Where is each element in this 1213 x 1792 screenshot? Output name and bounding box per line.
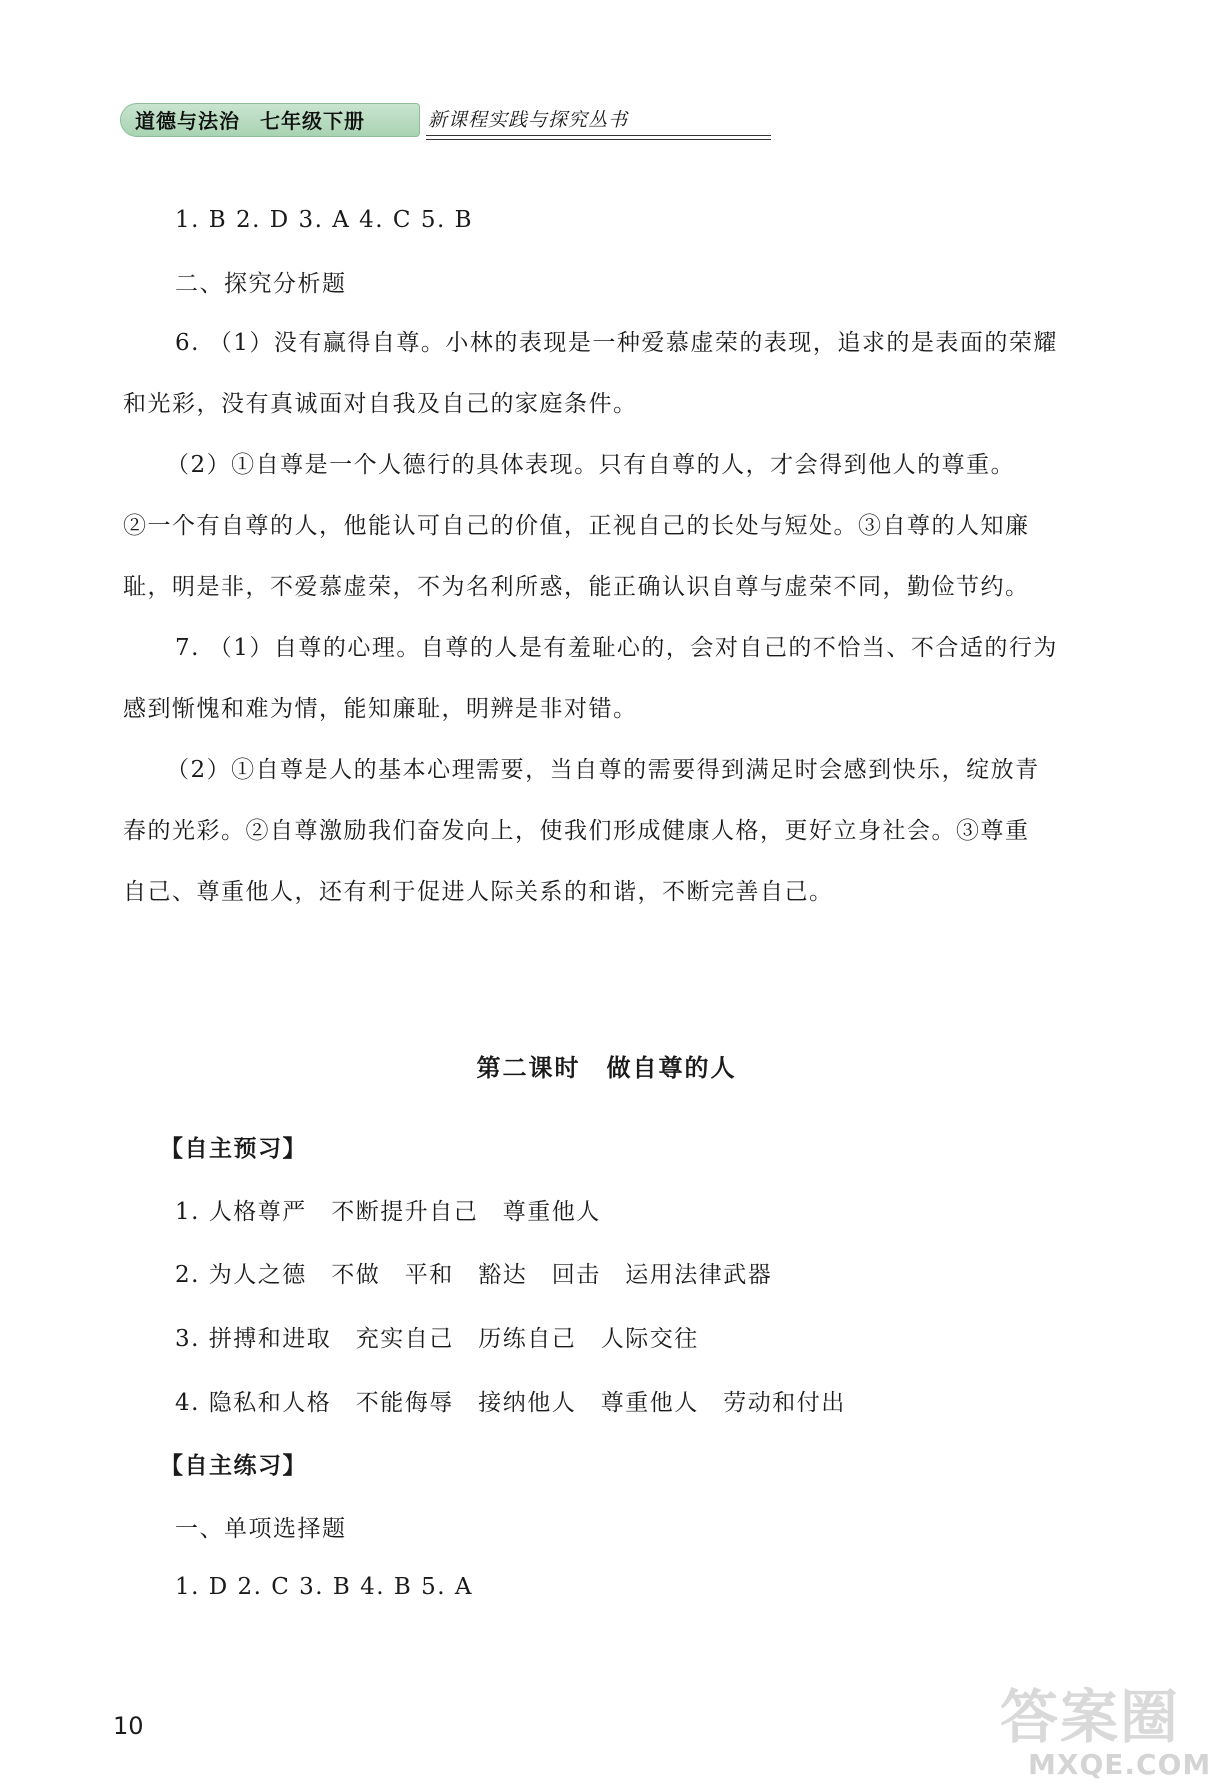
preview-item: 3. 拼搏和进取 充实自己 历练自己 人际交往 (175, 1326, 699, 1352)
answer-line-choices: 1. B 2. D 3. A 4. C 5. B (175, 207, 473, 233)
answer-line: 和光彩，没有真诚面对自我及自己的家庭条件。 (123, 391, 638, 417)
answer-line: ②一个有自尊的人，他能认可自己的价值，正视自己的长处与短处。③自尊的人知廉 (123, 513, 1030, 539)
answer-line-choices: 1. D 2. C 3. B 4. B 5. A (175, 1574, 473, 1600)
answer-line: 自己、尊重他人，还有利于促进人际关系的和谐，不断完善自己。 (123, 879, 834, 905)
answer-line: 春的光彩。②自尊激励我们奋发向上，使我们形成健康人格，更好立身社会。③尊重 (123, 818, 1030, 844)
header-rule (426, 135, 771, 136)
answer-line: 7. （1）自尊的心理。自尊的人是有羞耻心的，会对自己的不恰当、不合适的行为 (175, 635, 1058, 661)
section-heading-practice: 【自主练习】 (160, 1452, 307, 1479)
subject-badge (120, 103, 420, 137)
header-rule (426, 139, 771, 140)
answer-line: 耻，明是非，不爱慕虚荣，不为名利所惑，能正确认识自尊与虚荣不同，勤俭节约。 (123, 574, 1030, 600)
page-number: 10 (113, 1712, 144, 1740)
lesson-title: 第二课时 做自尊的人 (476, 1053, 737, 1082)
preview-item: 4. 隐私和人格 不能侮辱 接纳他人 尊重他人 劳动和付出 (175, 1390, 846, 1416)
section-heading-inquiry: 二、探究分析题 (175, 271, 347, 297)
answer-line: （2）①自尊是一个人德行的具体表现。只有自尊的人，才会得到他人的尊重。 (166, 452, 1016, 478)
subject-label: 道德与法治 (135, 109, 240, 133)
section-heading-preview: 【自主预习】 (160, 1135, 307, 1162)
answer-line: （2）①自尊是人的基本心理需要，当自尊的需要得到满足时会感到快乐，绽放青 (166, 757, 1040, 783)
answer-line: 感到惭愧和难为情，能知廉耻，明辨是非对错。 (123, 696, 638, 722)
grade-label: 七年级下册 (260, 109, 365, 133)
watermark-logo-text: 答案圈 (1000, 1683, 1181, 1751)
watermark-url: MXQE.COM (1028, 1748, 1212, 1781)
answer-line: 6. （1）没有赢得自尊。小林的表现是一种爱慕虚荣的表现，追求的是表面的荣耀 (175, 330, 1058, 356)
watermark (1000, 1670, 1212, 1785)
section-heading-single-choice: 一、单项选择题 (175, 1516, 347, 1542)
preview-item: 1. 人格尊严 不断提升自己 尊重他人 (175, 1199, 601, 1225)
series-title: 新课程实践与探究丛书 (428, 109, 629, 131)
preview-item: 2. 为人之德 不做 平和 豁达 回击 运用法律武器 (175, 1262, 773, 1288)
